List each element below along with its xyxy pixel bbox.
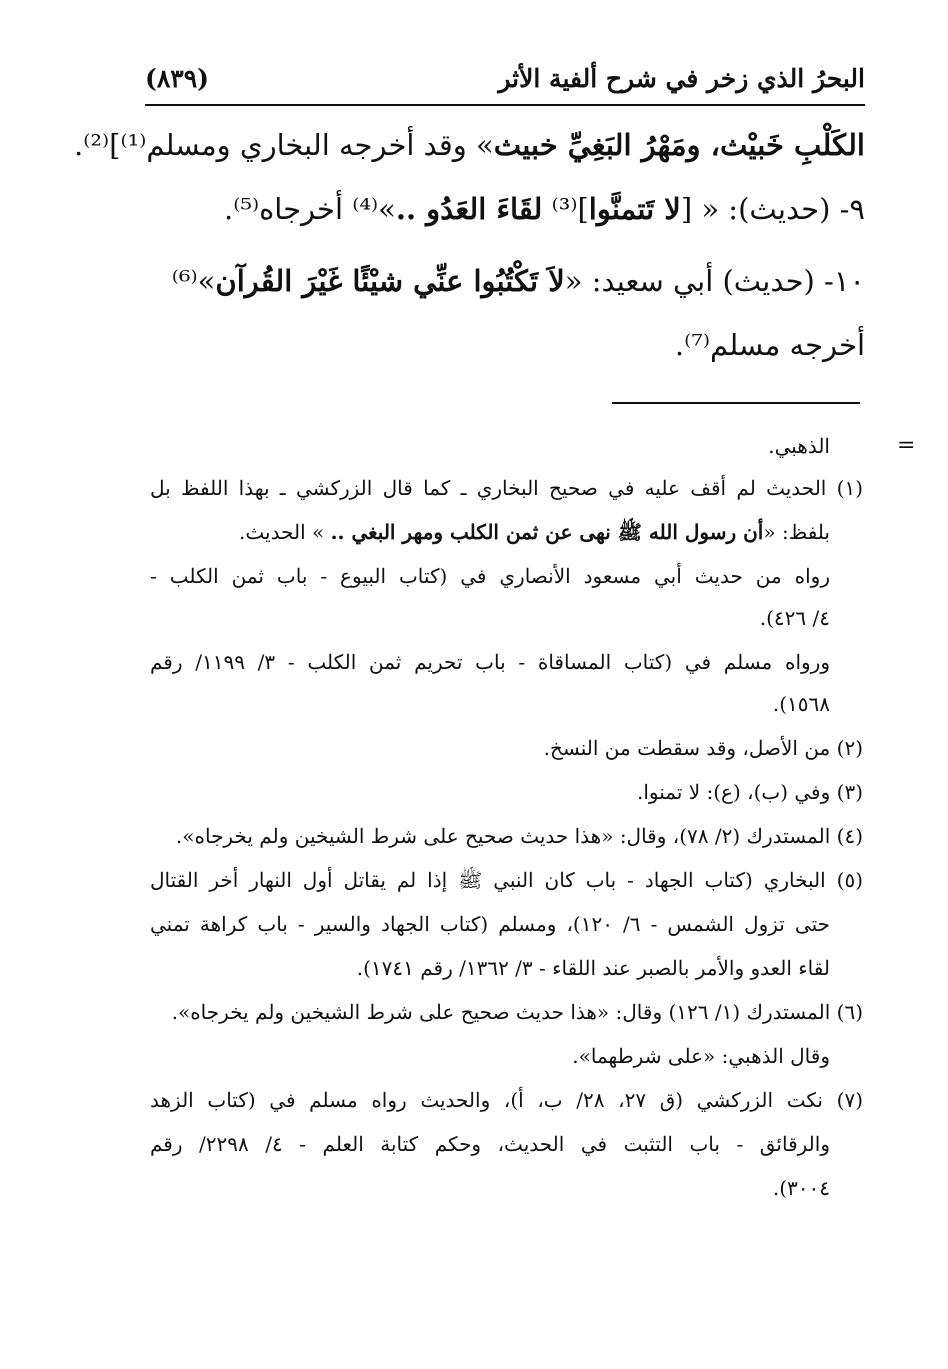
main-text-line-3 [150, 264, 865, 298]
footnote-7-line-2: والرقائق - باب التثبت في الحديث، وحكم كتابة العلم - ٤/ ٢٢٩٨/ رقم [150, 1132, 830, 1156]
footnote-continuation: الذهبي. [768, 434, 830, 458]
hadith-number: ١٠- (حديث) أبي سعيد: « [564, 264, 865, 298]
footnote-5-line-3: لقاء العدو والأمر بالصبر عند اللقاء - ٣/ ١٣٦٢/ رقم ١٧٤١). [356, 956, 830, 980]
footnote-6-line-2: وقال الذهبي: «على شرطهما». [572, 1044, 830, 1068]
footnote-5-line-2: حتى تزول الشمس - ٦/ ١٢٠)، ومسلم (كتاب الجهاد والسير - باب كراهة تمني [150, 912, 830, 936]
hadith-text: لا تَتمنَّوا [588, 192, 681, 226]
footnote-1-line-5: ورواه مسلم في (كتاب المساقاة - باب تحريم ثمن الكلب - ٣/ ١١٩٩/ رقم [150, 650, 830, 674]
footnote-2: (٢) من الأصل، وقد سقطت من النسخ. [543, 736, 863, 760]
margin-mark: = [897, 433, 916, 458]
footnote-1-line-3: رواه من حديث أبي مسعود الأنصاري في (كتاب البيوع - باب ثمن الكلب - [150, 564, 830, 588]
footnote-1-line-2 [150, 520, 830, 549]
footnote-quote: أن رسول الله ﷺ نهى عن ثمن الكلب ومهر البغي .. [330, 520, 764, 544]
hadith-text: لاَ تَكْتُبُوا عنِّي شيْئًا غَيْرَ القُرآن [215, 264, 565, 298]
running-title: البحرُ الذي زخر في شرح ألفية الأثر [498, 64, 865, 93]
note-marker: ]⁽³⁾ [542, 192, 589, 226]
citation-text: أخرجه مسلم⁽⁷⁾. [674, 328, 865, 362]
footnote-6-line-1: (٦) المستدرك (١/ ١٢٦) وقال: «هذا حديث صحيح على شرط الشيخين ولم يخرجاه». [171, 1000, 863, 1024]
footnote-5-line-1: (٥) البخاري (كتاب الجهاد - باب كان النبي ﷺ إذا لم يقاتل أول النهار أخر القتال [150, 868, 863, 892]
citation-text: »⁽⁴⁾ أخرجاه⁽⁵⁾. [223, 192, 396, 226]
hadith-text: الكَلْبِ خَبيْث، ومَهْرُ البَغِيِّ خبيث [493, 128, 865, 162]
footnote-separator [612, 402, 860, 404]
footnote-1-line-4: ٤/ ٤٢٦). [759, 606, 830, 630]
footnote-text: بلفظ: « [763, 520, 830, 544]
footnote-4: (٤) المستدرك (٢/ ٧٨)، وقال: «هذا حديث صحيح على شرط الشيخين ولم يخرجاه». [175, 824, 863, 848]
footnote-7-line-1: (٧) نكت الزركشي (ق ٢٧، ٢٨/ ب، أ)، والحديث رواه مسلم في (كتاب الزهد [150, 1088, 863, 1112]
running-header [145, 60, 865, 106]
footnote-7-line-3: ٣٠٠٤). [772, 1176, 830, 1200]
footnote-1-line-6: ١٥٦٨). [772, 692, 830, 716]
main-text-line-2 [150, 192, 865, 226]
page-number: (٨٣٩) [145, 64, 209, 93]
citation-text: » وقد أخرجه البخاري ومسلم⁽¹⁾]⁽²⁾. [74, 128, 494, 162]
hadith-text: لقَاءَ العَدُو .. [395, 192, 543, 226]
footnote-text: » الحديث. [239, 520, 331, 544]
footnote-3: (٣) وفي (ب)، (ع): لا تمنوا. [636, 780, 863, 804]
main-text-line-4 [150, 328, 865, 362]
note-marker: »⁽⁶⁾ [171, 264, 216, 298]
main-text-line-1 [74, 128, 865, 162]
footnote-1-line-1: (١) الحديث لم أقف عليه في صحيح البخاري ـ كما قال الزركشي ـ بهذا اللفظ بل [150, 476, 863, 500]
hadith-number: ٩- (حديث): « [ [680, 192, 865, 226]
